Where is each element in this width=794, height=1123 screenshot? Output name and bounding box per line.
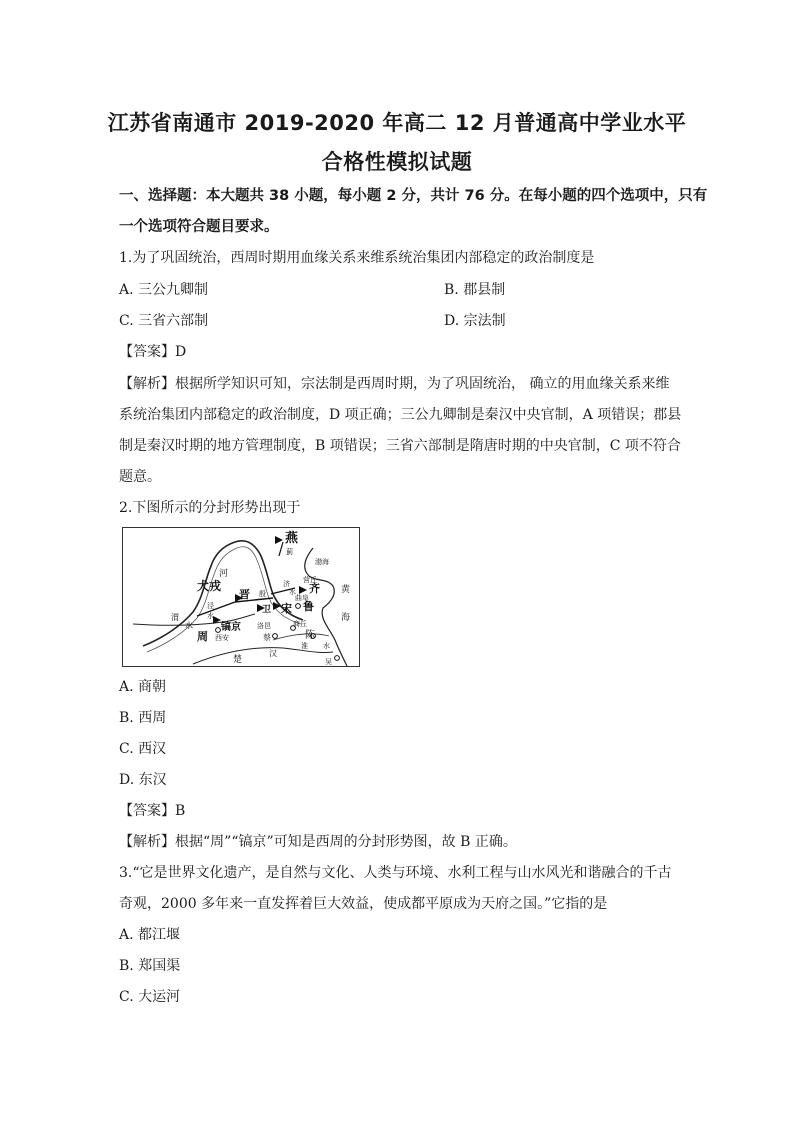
- q1-option-a: A. 三公九卿制: [119, 282, 209, 298]
- qi-marker: [299, 586, 307, 594]
- q2-option-d: D. 东汉: [119, 772, 167, 788]
- huai-river-line: [273, 634, 329, 640]
- arrow-yan-line: [279, 542, 283, 556]
- section-instruction-line1: 一、选择题：本大题共 38 小题，每小题 2 分，共计 76 分。在每小题的四个选项中，只有: [119, 188, 708, 204]
- map-label-zhou: 周: [197, 630, 208, 643]
- map-label-luoyi: 洛邑: [257, 622, 271, 630]
- map-label-jin: 晋: [239, 588, 250, 601]
- q1-option-c: C. 三省六部制: [119, 313, 209, 329]
- map-label-han: 汉: [269, 649, 277, 658]
- q3-option-b: B. 郑国渠: [119, 958, 181, 974]
- q3-stem-line2: 奇观，2000 多年来一直发挥着巨大效益，使成都平原成为天府之国。”它指的是: [119, 896, 608, 912]
- cai-dot: [273, 634, 278, 639]
- map-label-shangqiu: 商丘: [293, 620, 307, 628]
- map-label-shui4: 水: [323, 642, 330, 650]
- map-label-qi: 齐: [309, 582, 320, 595]
- q2-answer: 【答案】B: [119, 803, 186, 819]
- q1-option-d: D. 宗法制: [444, 313, 506, 329]
- map-label-quanrong: 犬戎: [197, 579, 222, 593]
- map-label-ji2: 济: [283, 580, 290, 588]
- map-label-weishui: 渭: [171, 613, 179, 622]
- q2-option-c: C. 西汉: [119, 741, 167, 757]
- map-label-yan: 燕: [285, 531, 299, 546]
- map-label-shui1: 水: [207, 612, 214, 620]
- lu-dot: [296, 604, 301, 609]
- q3-option-c: C. 大运河: [119, 989, 181, 1005]
- map-label-song: 宋: [281, 602, 292, 615]
- q2-option-a: A. 商朝: [119, 679, 167, 695]
- q2-stem: 2.下图所示的分封形势出现于: [119, 500, 301, 516]
- map-label-huai: 淮: [301, 642, 308, 650]
- q1-option-b: B. 郡县制: [444, 282, 506, 298]
- map-label-jing: 泾: [207, 602, 214, 610]
- q1-analysis-line4: 题意。: [119, 469, 161, 485]
- q1-answer: 【答案】D: [119, 344, 187, 360]
- arrow-east-line: [197, 602, 235, 616]
- map-label-wu: 吴: [325, 658, 332, 666]
- map-label-xian: 西安: [215, 634, 229, 642]
- map-label-bohai: 渤海: [315, 558, 329, 566]
- q1-stem: 1.为了巩固统治，西周时期用血缘关系来维系统治集团内部稳定的政治制度是: [119, 250, 595, 266]
- map-label-haojing: 镐京: [221, 622, 241, 633]
- q2-option-b: B. 西周: [119, 710, 167, 726]
- map-label-chen: 陈: [305, 630, 315, 641]
- feudal-states-map: [122, 527, 360, 667]
- section-instruction-line2: 一个选项符合题目要求。: [119, 219, 279, 235]
- map-label-yin: 殷: [259, 590, 266, 598]
- q1-analysis-line3: 制是秦汉时期的地方管理制度，B 项错误；三省六部制是隋唐时期的中央官制，C 项不符合: [119, 438, 681, 454]
- map-label-ji: 蓟: [286, 548, 293, 556]
- document-title-line2: 合格性模拟试题: [321, 150, 473, 174]
- map-label-lu: 鲁: [303, 600, 314, 613]
- map-label-he: 河: [219, 569, 229, 579]
- han-river-line: [193, 648, 333, 664]
- map-label-shui3: 水: [185, 621, 193, 630]
- map-label-huang: 黄: [341, 585, 351, 595]
- map-drawing: [123, 528, 359, 666]
- q3-stem-line1: 3.“它是世界文化遗产，是自然与文化、人类与环境、水利工程与山水风光和谐融合的千古: [119, 865, 672, 881]
- yan-marker: [275, 536, 283, 544]
- map-label-chu: 楚: [233, 655, 243, 665]
- map-label-wei: 卫: [262, 605, 272, 615]
- q1-analysis-line1: 【解析】根据所学知识可知，宗法制是西周时期，为了巩固统治， 确立的用血缘关系来维: [119, 376, 670, 392]
- map-label-qufu: 曲阜: [295, 594, 309, 602]
- q2-analysis: 【解析】根据“周”“镐京”可知是西周的分封形势图，故 B 正确。: [119, 834, 517, 850]
- q3-option-a: A. 都江堰: [119, 927, 181, 943]
- song-marker: [273, 602, 281, 610]
- q1-analysis-line2: 系统治集团内部稳定的政治制度，D 项正确；三公九卿制是秦汉中央官制，A 项错误；郡县: [119, 407, 682, 423]
- map-label-yingqiu: 营丘: [303, 576, 317, 584]
- wu-dot: [335, 656, 340, 661]
- document-title-line1: 江苏省南通市 2019-2020 年高二 12 月普通高中学业水平: [107, 111, 687, 135]
- map-label-shui2: 水: [289, 588, 296, 596]
- map-label-hai: 海: [341, 613, 351, 623]
- map-label-cai: 蔡: [263, 633, 271, 642]
- haojing-dot: [216, 628, 221, 633]
